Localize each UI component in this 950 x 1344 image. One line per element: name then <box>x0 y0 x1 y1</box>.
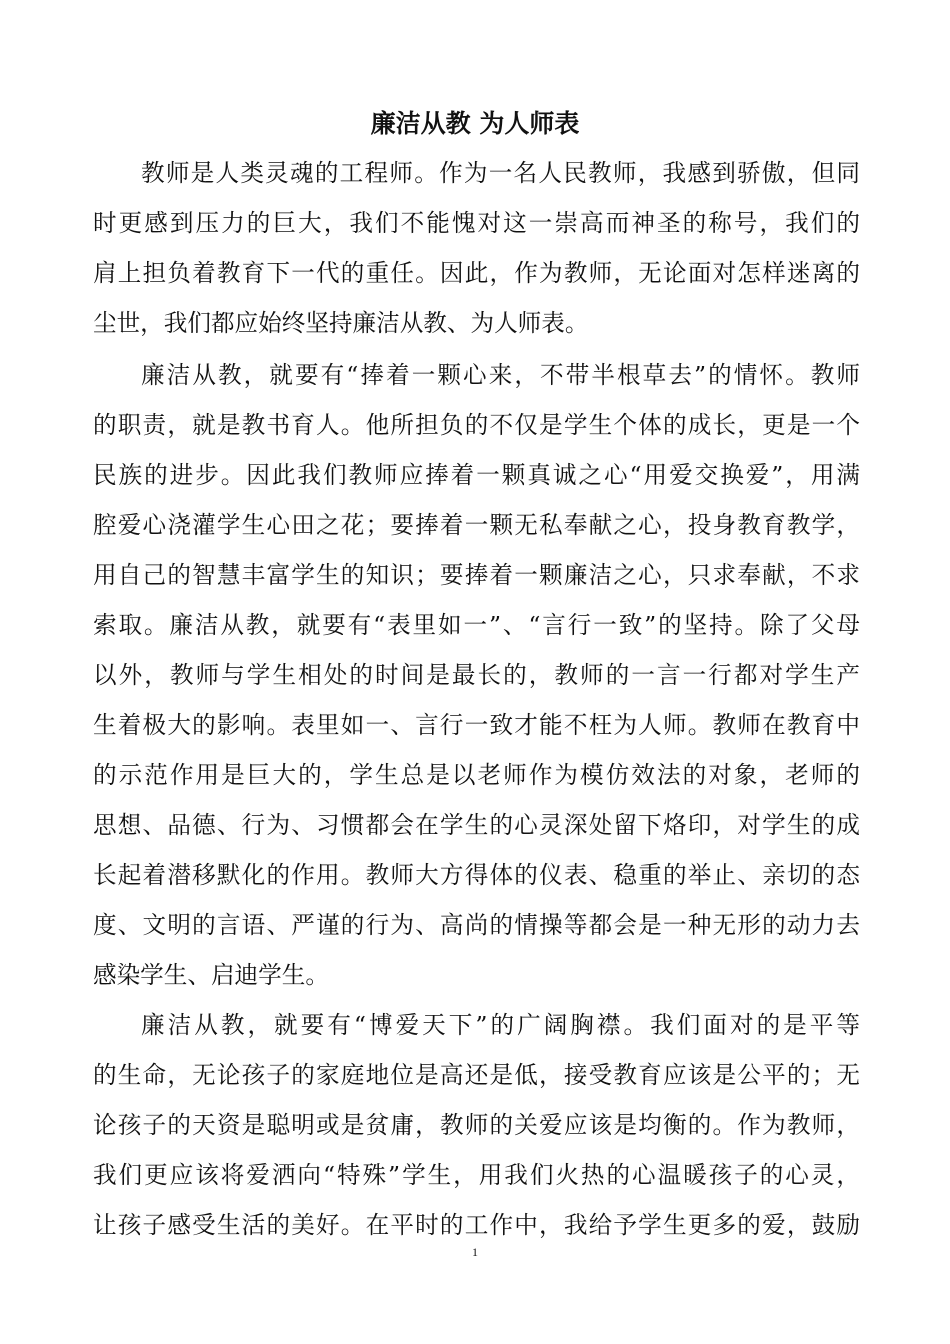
text-line: 的生命，无论孩子的家庭地位是高还是低，接受教育应该是公平的；无 <box>93 1061 860 1089</box>
text-line: 教师是人类灵魂的工程师。作为一名人民教师，我感到骄傲，但同 <box>141 159 860 187</box>
text-line: 的职责，就是教书育人。他所担负的不仅是学生个体的成长，更是一个 <box>93 411 860 439</box>
text-line: 度、文明的言语、严谨的行为、高尚的情操等都会是一种无形的动力去 <box>93 911 860 939</box>
document-title: 廉洁从教 为人师表 <box>370 109 580 138</box>
text-line: 索取。廉洁从教，就要有“表里如一”、“言行一致”的坚持。除了父母 <box>93 611 860 639</box>
text-line: 我们更应该将爱洒向“特殊”学生，用我们火热的心温暖孩子的心灵， <box>93 1161 860 1189</box>
text-line: 思想、品德、行为、习惯都会在学生的心灵深处留下烙印，对学生的成 <box>93 811 860 839</box>
text-line: 感染学生、启迪学生。 <box>93 961 329 989</box>
text-line: 尘世，我们都应始终坚持廉洁从教、为人师表。 <box>93 309 589 337</box>
text-line: 腔爱心浇灌学生心田之花；要捧着一颗无私奉献之心，投身教育教学， <box>93 511 860 539</box>
text-line: 以外，教师与学生相处的时间是最长的，教师的一言一行都对学生产 <box>93 661 860 689</box>
text-line: 论孩子的天资是聪明或是贫庸，教师的关爱应该是均衡的。作为教师， <box>93 1111 860 1139</box>
text-line: 用自己的智慧丰富学生的知识；要捧着一颗廉洁之心，只求奉献，不求 <box>93 561 860 589</box>
text-line: 时更感到压力的巨大，我们不能愧对这一崇高而神圣的称号，我们的 <box>93 209 860 237</box>
text-line: 生着极大的影响。表里如一、言行一致才能不枉为人师。教师在教育中 <box>93 711 860 739</box>
text-line: 让孩子感受生活的美好。在平时的工作中，我给予学生更多的爱，鼓励 <box>93 1211 860 1239</box>
text-line: 廉洁从教，就要有“博爱天下”的广阔胸襟。我们面对的是平等 <box>141 1011 860 1039</box>
text-line: 肩上担负着教育下一代的重任。因此，作为教师，无论面对怎样迷离的 <box>93 259 860 287</box>
text-line: 廉洁从教，就要有“捧着一颗心来，不带半根草去”的情怀。教师 <box>141 361 860 389</box>
text-line: 长起着潜移默化的作用。教师大方得体的仪表、稳重的举止、亲切的态 <box>93 861 860 889</box>
text-line: 的示范作用是巨大的，学生总是以老师作为模仿效法的对象，老师的 <box>93 761 860 789</box>
text-line: 民族的进步。因此我们教师应捧着一颗真诚之心“用爱交换爱”，用满 <box>93 461 860 489</box>
page-number: 1 <box>472 1245 478 1259</box>
